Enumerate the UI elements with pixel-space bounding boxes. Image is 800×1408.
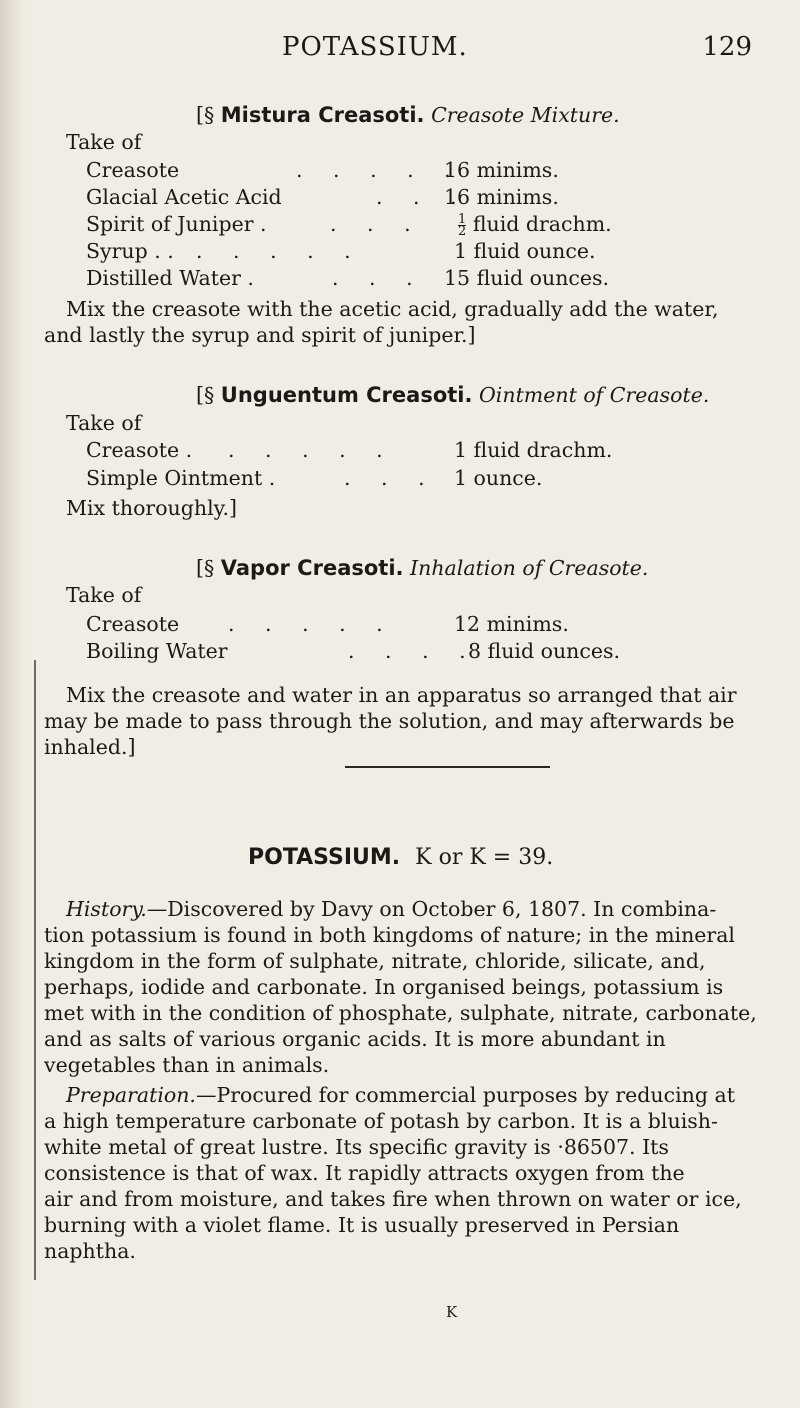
running-head-title: POTASSIUM.: [282, 32, 468, 62]
mistura-instructions: Mix the creasote with the acetic acid, gradually add the water,: [66, 297, 719, 321]
unguentum-heading: [§ Unguentum Creasoti. Ointment of Creasote.: [196, 383, 710, 407]
running-header: [282, 32, 752, 66]
mistura-latin-title: Mistura Creasoti.: [220, 103, 425, 127]
unguentum-english-title: Ointment of Creasote.: [479, 383, 710, 407]
unguentum-latin-title: Unguentum Creasoti.: [220, 383, 473, 407]
ingredient-name: Spirit of Juniper .: [86, 212, 267, 236]
ingredient-row: Distilled Water . . . . 15 fluid ounces.: [86, 266, 610, 290]
vapor-instructions-cont: may be made to pass through the solution, and may afterwards be: [44, 709, 735, 733]
ingredient-row: Glacial Acetic Acid . . . 16 minims.: [86, 185, 559, 209]
ingredient-qty: 15 fluid ounces.: [444, 266, 610, 290]
history-paragraph: History.—Discovered by Davy on October 6, 1807. In combina- tion potassium is found in both kingdoms of nature; in the mineral kingdom in the form of sulphate, nitrate, chloride, silicate, and, perhaps, iodide and carbonate. In organised beings, potassium is met with in the condition of phosphate, sulphate, nitrate, carbonate, and as salts of various organic acids. It is more abundant in vegetables than in animals.: [44, 897, 757, 1077]
unguentum-take-of: Take of: [66, 411, 142, 435]
vapor-latin-title: Vapor Creasoti.: [220, 556, 404, 580]
ingredient-qty: 1 ounce.: [454, 466, 543, 490]
ingredient-row: Creasote . . . . . . 1 fluid drachm.: [86, 438, 613, 462]
page-gutter-shadow: [0, 0, 26, 1408]
ingredient-name: Glacial Acetic Acid: [86, 185, 282, 209]
vapor-instructions-end: inhaled.]: [44, 735, 136, 759]
fraction-half: $\frac{1}{2}$: [458, 212, 467, 239]
page-number: 129: [702, 32, 752, 62]
margin-line: [34, 660, 36, 1280]
ingredient-qty: 12 minims.: [454, 612, 569, 636]
ingredient-qty: 8 fluid ounces.: [468, 639, 621, 663]
mistura-english-title: Creasote Mixture.: [431, 103, 620, 127]
ingredient-qty: $\frac{1}{2}$ fluid drachm.: [458, 212, 612, 239]
ingredient-row: Spirit of Juniper . . . . $\frac{1}{2}$ fluid drachm.: [86, 212, 612, 239]
history-label: History.: [66, 897, 147, 921]
ingredient-name: Syrup . .: [86, 239, 174, 263]
ingredient-row: Boiling Water . . . . 8 fluid ounces.: [86, 639, 621, 663]
ingredient-qty: 1 fluid ounce.: [454, 239, 596, 263]
preparation-label: Preparation.: [66, 1083, 196, 1107]
vapor-take-of: Take of: [66, 583, 142, 607]
ingredient-qty: 16 minims.: [444, 185, 559, 209]
ingredient-name: Creasote .: [86, 438, 193, 462]
ingredient-qty: 16 minims.: [444, 158, 559, 182]
mistura-heading: [§ Mistura Creasoti. Creasote Mixture.: [196, 103, 620, 127]
vapor-english-title: Inhalation of Creasote.: [410, 556, 649, 580]
ingredient-name: Creasote: [86, 612, 180, 636]
preparation-paragraph: Preparation.—Procured for commercial purposes by reducing at a high temperature carbonate of potash by carbon. It is a bluish- white metal of great lustre. Its specific gravity is ·86507. Its consistence is that of wax. It rapidly attracts oxygen from the air and from moisture, and takes fire when thrown on water or ice, burning with a violet flame. It is usually preserved in Persian naphtha.: [44, 1083, 742, 1263]
mistura-instructions-cont: and lastly the syrup and spirit of juniper.]: [44, 323, 476, 347]
potassium-title: POTASSIUM.: [248, 845, 401, 870]
ingredient-row: Simple Ointment . . . . 1 ounce.: [86, 466, 543, 490]
ingredient-qty: 1 fluid drachm.: [454, 438, 613, 462]
ingredient-row: Creasote . . . . . 12 minims.: [86, 612, 569, 636]
ingredient-row: Creasote . . . . . 16 minims.: [86, 158, 559, 182]
ingredient-name: Simple Ointment .: [86, 466, 276, 490]
vapor-heading: [§ Vapor Creasoti. Inhalation of Creasote.: [196, 556, 649, 580]
mistura-take-of: Take of: [66, 130, 142, 154]
ingredient-row: Syrup . . . . . . . 1 fluid ounce.: [86, 239, 596, 263]
ingredient-name: Boiling Water: [86, 639, 228, 663]
signature-mark: K: [446, 1303, 458, 1321]
vapor-instructions: Mix the creasote and water in an apparatus so arranged that air: [66, 683, 737, 707]
unguentum-instructions: Mix thoroughly.]: [66, 496, 238, 520]
ingredient-name: Distilled Water .: [86, 266, 254, 290]
potassium-heading: [248, 845, 553, 870]
section-divider: [345, 766, 550, 768]
ingredient-name: Creasote: [86, 158, 180, 182]
potassium-formula: K or K = 39.: [415, 845, 554, 870]
